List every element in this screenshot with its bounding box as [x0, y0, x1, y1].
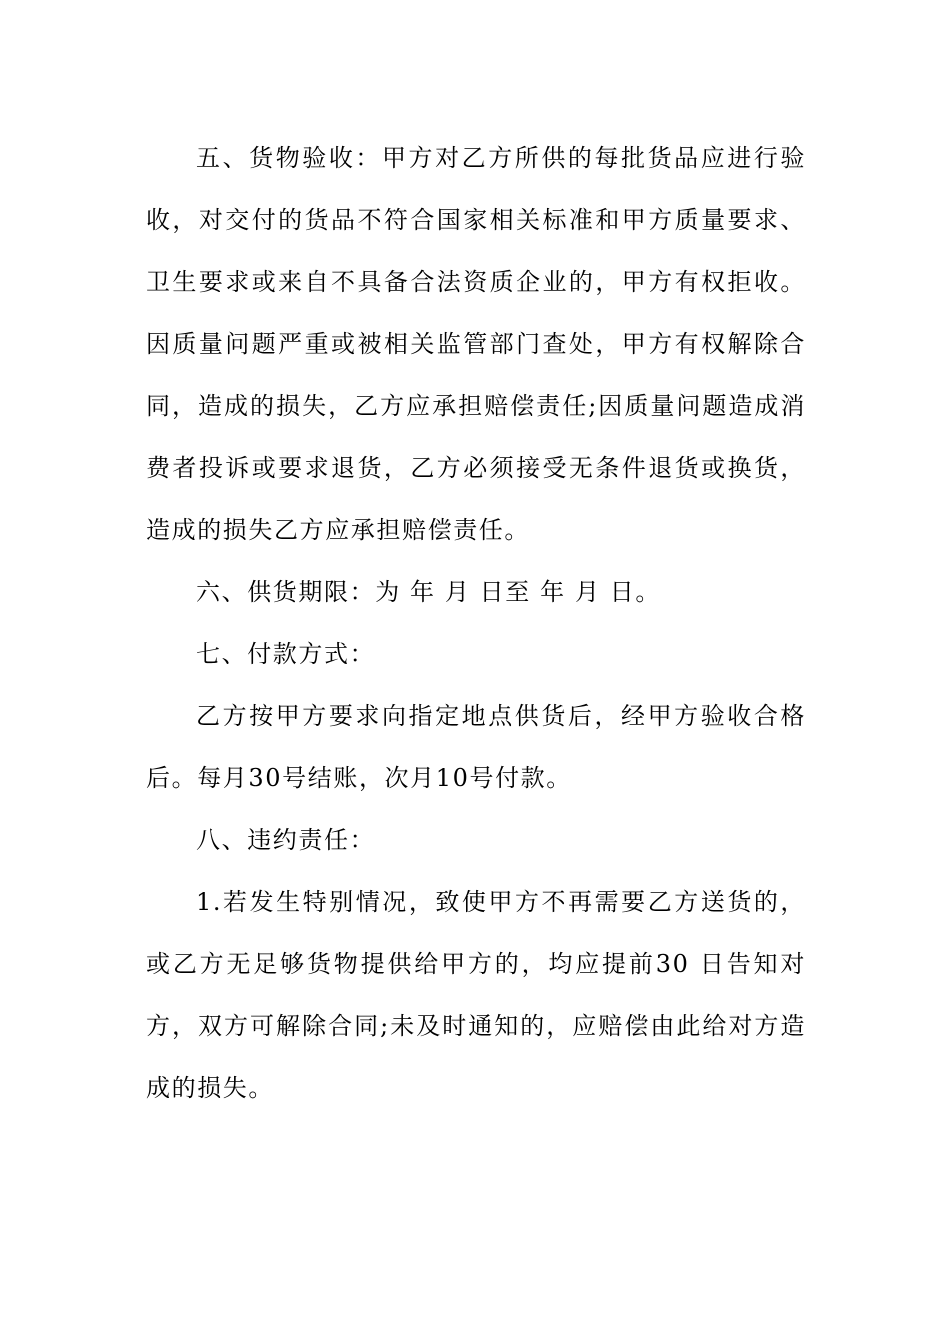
paragraph-payment-terms: 乙方按甲方要求向指定地点供货后，经甲方验收合格后。每月30号结账，次月10号付款。	[146, 702, 806, 792]
paragraph-goods-inspection: 五、货物验收：甲方对乙方所供的每批货品应进行验收，对交付的货品不符合国家相关标准和甲方质量要求、卫生要求或来自不具备合法资质企业的，甲方有权拒收。因质量问题严重或被相关监管部门查处，甲方有权解除合同，造成的损失，乙方应承担赔偿责任;因质量问题造成消费者投诉或要求退货，乙方必须接受无条件退货或换货，造成的损失乙方应承担赔偿责任。	[146, 144, 806, 544]
paragraph-payment-heading: 七、付款方式：	[196, 640, 376, 668]
paragraph-supply-period: 六、供货期限：为 年 月 日至 年 月 日。	[196, 578, 661, 606]
document-page	[146, 127, 806, 1119]
paragraph-liability-heading: 八、违约责任：	[196, 826, 376, 854]
paragraph-liability-clause-1: 1.若发生特别情况，致使甲方不再需要乙方送货的，或乙方无足够货物提供给甲方的，均应提前30 日告知对方，双方可解除合同;未及时通知的，应赔偿由此给对方造成的损失。	[146, 888, 806, 1102]
